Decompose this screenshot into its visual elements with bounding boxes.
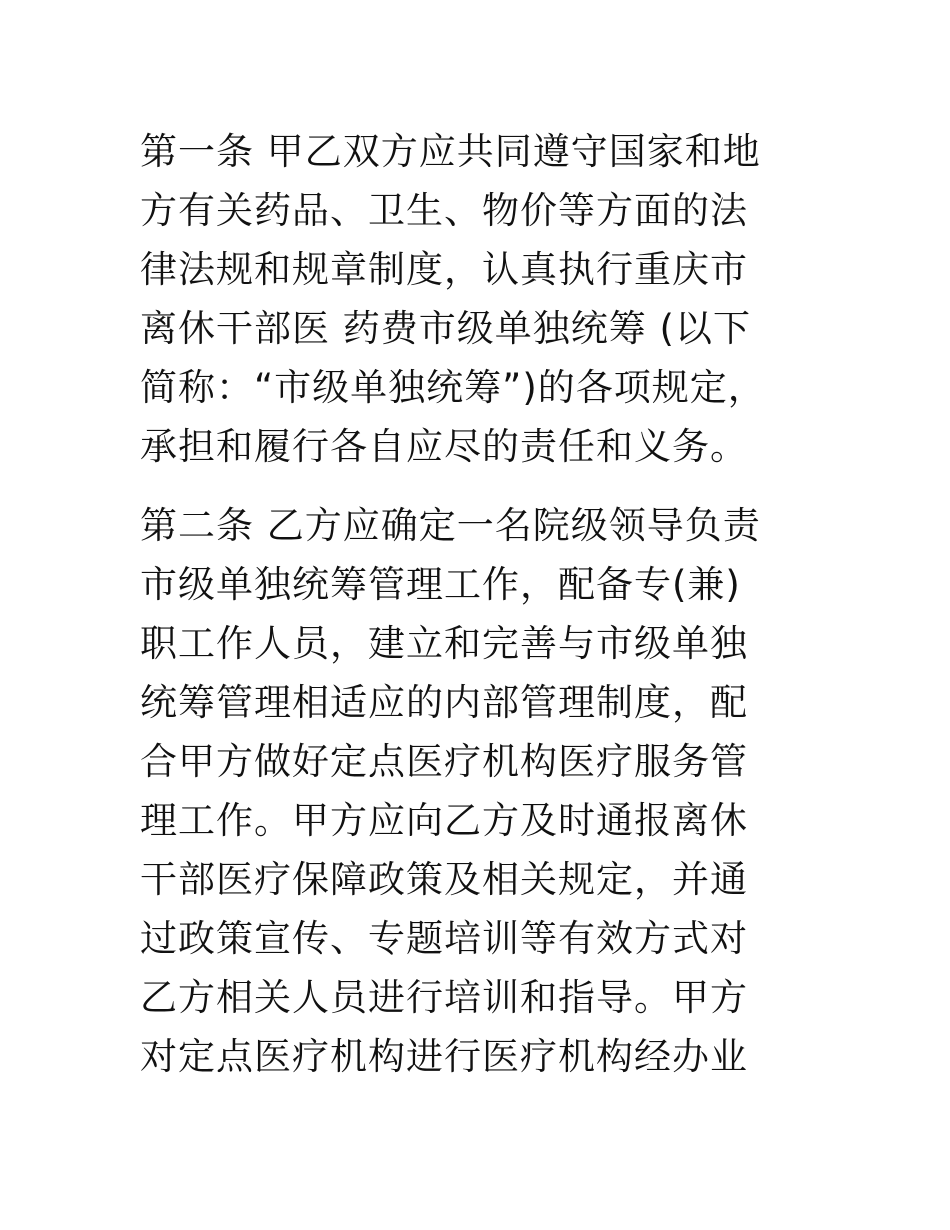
article-2-paragraph <box>140 496 810 1086</box>
document-body <box>140 122 810 1086</box>
article-1-paragraph <box>140 122 810 476</box>
text-line: 统筹管理相适应的内部管理制度，配 <box>140 681 748 724</box>
text-line: 方有关药品、卫生、物价等方面的法 <box>140 189 748 232</box>
text-line: 第一条 甲乙双方应共同遵守国家和地 <box>140 130 761 173</box>
text-line: 过政策宣传、专题培训等有效方式对 <box>140 917 748 960</box>
text-line: 干部医疗保障政策及相关规定，并通 <box>140 858 748 901</box>
text-line: 律法规和规章制度，认真执行重庆市 <box>140 248 748 291</box>
text-line: 第二条 乙方应确定一名院级领导负责 <box>140 504 761 547</box>
text-line: 职工作人员，建立和完善与市级单独 <box>140 622 748 665</box>
text-line: 市级单独统筹管理工作，配备专(兼) <box>140 563 741 606</box>
text-line: 对定点医疗机构进行医疗机构经办业 <box>140 1035 748 1078</box>
text-line: 乙方相关人员进行培训和指导。甲方 <box>140 976 748 1019</box>
text-line: 简称：“市级单独统筹”)的各项规定， <box>140 366 766 409</box>
text-line: 合甲方做好定点医疗机构医疗服务管 <box>140 740 748 783</box>
text-line: 理工作。甲方应向乙方及时通报离休 <box>140 799 748 842</box>
text-line: 承担和履行各自应尽的责任和义务。 <box>140 425 748 468</box>
text-line: 离休干部医 药费市级单独统筹 (以下 <box>140 307 751 350</box>
